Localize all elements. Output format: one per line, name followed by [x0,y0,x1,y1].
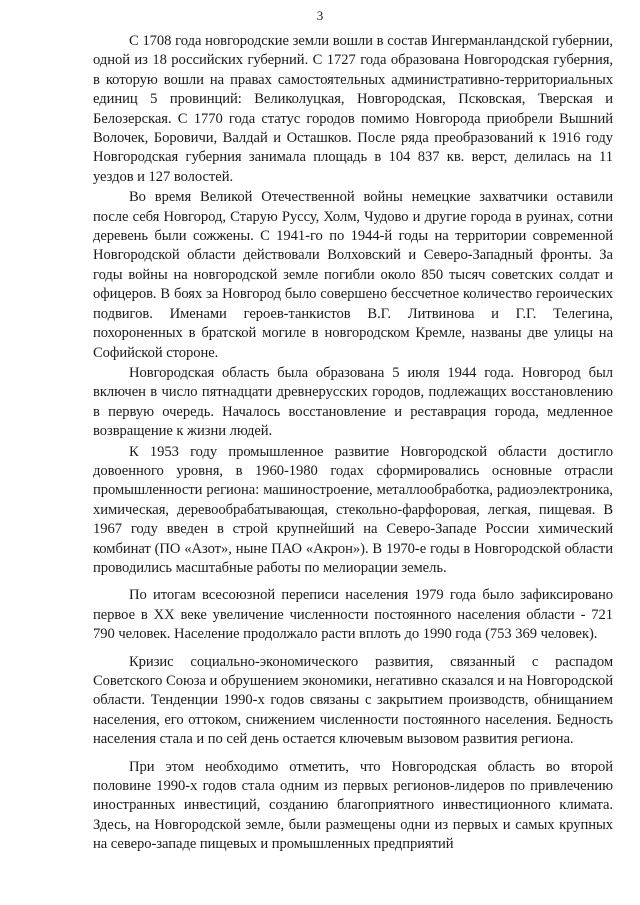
paragraph-great-patriotic-war: Во время Великой Отечественной войны немецкие захватчики оставили после себя Новгород, Старую Руссу, Холм, Чудово и другие города в руинах, сотни деревень были сожжены. С 1941-го по 1944-й годы на территории современной Новгородской области действовали Волховский и Северо-Западный фронты. За годы войны на новгородской земле погибли около 850 тысяч советских солдат и офицеров. В боях за Новгород было совершено бессчетное количество героических подвигов. Именами героев-танкистов В.Г. Литвинова и Г.Г. Телегина, похороненных в братской могиле в новгородском Кремле, названы две улицы на Софийской стороне. [93,189,613,361]
paragraph-region-formation: Новгородская область была образована 5 июля 1944 года. Новгород был включен в число пятнадцати древнерусских городов, подлежащих восстановлению в первую очередь. Началось восстановление и реставрация города, медленное возвращение к жизни людей. [93,364,613,440]
paragraph-industrial-development: К 1953 году промышленное развитие Новгородской области достигло довоенного уровня, в 1960-1980 годах сформировались основные отрасли промышленности региона: машиностроение, металлообработка, радиоэлектроника, химическая, деревообрабатывающая, стекольно-фарфоровая, легкая, пищевая. В 1967 году введен в строй крупнейший на Северо-Западе России химический комбинат (ПО «Азот», ныне ПАО «Акрон»). В 1970-е годы в Новгородской области проводились масштабные работы по мелиорации земель. [93,443,613,576]
paragraph-ingermanland-province: С 1708 года новгородские земли вошли в состав Ингерманландской губернии, одной из 18 российских губерний. С 1727 года образована Новгородская губерния, в которую вошли на правах самостоятельных административно-территориальных единиц 5 провинций: Великолуцкая, Новгородская, Псковская, Тверская и Белозерская. С 1770 года статус городов помимо Новгорода приобрели Вышний Волочек, Боровичи, Валдай и Осташков. После ряда преобразований к 1916 году Новгородская губерния занимала площадь в 104 837 кв. верст, делилась на 11 уездов и 127 волостей. [93,33,613,185]
document-body [93,32,613,855]
paragraph-census-1979: По итогам всесоюзной переписи населения 1979 года было зафиксировано первое в XX веке увеличение численности постоянного населения области - 721 790 человек. Население продолжало расти вплоть до 1990 года (753 369 человек). [93,587,613,643]
page-number: 3 [316,8,324,23]
paragraph-foreign-investment: При этом необходимо отметить, что Новгородская область во второй половине 1990-х годов стала одним из первых регионов-лидеров по привлечению иностранных инвестиций, созданию благоприятного инвестиционного климата. Здесь, на Новгородской земле, были размещены одни из первых и самых крупных на северо-западе пищевых и промышленных предприятий [93,758,613,853]
paragraph-economic-crisis: Кризис социально-экономического развития, связанный с распадом Советского Союза и обрушением экономики, негативно сказался и на Новгородской области. Тенденции 1990-х годов связаны с закрытием производств, обнищанием населения, его оттоком, снижением численности постоянного населения. Бедность населения стала и по сей день остается ключевым вызовом развития региона. [93,653,613,748]
